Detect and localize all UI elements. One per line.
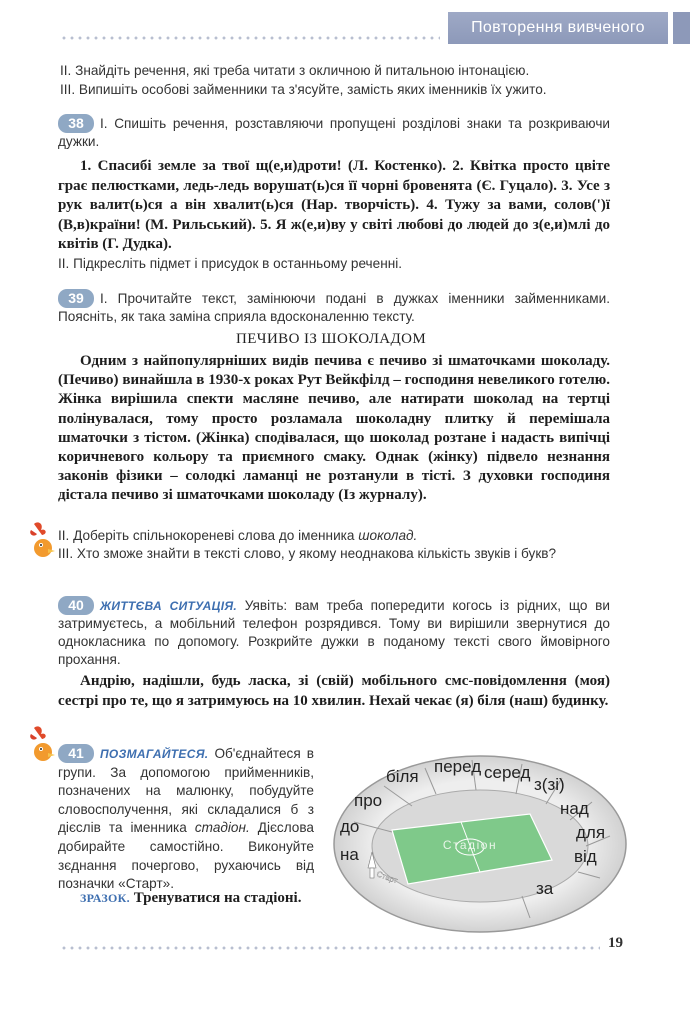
exercise-39-task2: II. Доберіть спільнокореневі слова до іменника шоколад. (58, 528, 418, 543)
exercise-39-instruction: I. Прочитайте текст, замінюючи подані в дужках іменники займенниками. Поясніть, як така заміна сприяла вдосконаленню тексту. (58, 291, 610, 324)
exercise-41-number: 41 (58, 744, 94, 763)
prep-na: на (340, 845, 359, 864)
prep-dlia: для (576, 823, 606, 842)
prep-pered: перед (434, 757, 482, 776)
exercise-41-label: ПОЗМАГАЙТЕСЯ. (100, 747, 209, 761)
prep-do: до (340, 817, 360, 836)
exercise-39-text: Одним з найпопулярніших видів печива є печиво зі шматочками шоколаду. (Печиво) винайшла в 1930-х роках Рут Вейкфілд – господиня невеликого готелю. Жінка вирішила спекти масляне печиво, але натирати шоколад на тертці полінувалася, тому просто розламала шоколадну плитку й перемішала шматочки з тістом. (Жінка) сподівалася, що шоколад розтане і надасть випічці коричневого кольору та приємного смаку. Однак (жінку) підвело незнання законів фізики – солодкі ламанці не розтанули в тісті. З духовки господиня дістала печиво зі шматочками шоколаду (Із журналу). (58, 353, 610, 504)
exercise-39-task (58, 289, 610, 326)
prep-za: за (536, 879, 554, 898)
page-number: 19 (608, 935, 623, 951)
exercise-40-task (58, 596, 610, 669)
exercise-39-task3: III. Хто зможе знайти в тексті слово, у якому неоднакова кількість звуків і букв? (58, 546, 557, 561)
exercise-38-instruction: I. Спишіть речення, розставляючи пропущені розділові знаки та розкриваючи дужки. (58, 116, 610, 149)
exercise-39-number: 39 (58, 289, 94, 308)
intro-task-3: III. Випишіть особові займенники та з'ясуйте, замість яких іменників їх ужито. (60, 82, 547, 97)
exercise-40-number: 40 (58, 596, 94, 615)
sample-label: ЗРАЗОК. (80, 891, 130, 905)
start-label: Старт (375, 869, 399, 886)
dotted-rule-bottom (60, 946, 600, 950)
stadium-center-label: Стадіон (442, 838, 498, 852)
exercise-40-text: Андрію, надішли, будь ласка, зі (свій) мобільного смс-повідомлення (моя) сестрі про те, що я затримуюсь на 10 хвилин. Нехай чекає (я) біля (наш) будинку. (58, 673, 610, 709)
exercise-40-label: ЖИТТЄВА СИТУАЦІЯ. (100, 599, 238, 613)
mascot-icon-2 (28, 724, 56, 764)
exercise-41-task: 41 ПОЗМАГАЙТЕСЯ. Об'єднайтеся в групи. За допомогою прийменників, позначених на малюнку, побудуйте словосполучення, які складалися б з дієслів та іменника стадіон. Дієслова добирайте самостійно. Виконуйте зєднання почергово, рухаючись від позначки «Старт». (58, 745, 314, 892)
header-tab-marker (673, 12, 690, 44)
exercise-38-task2: II. Підкресліть підмет і присудок в останньому реченні. (58, 256, 403, 271)
prep-pro: про (354, 791, 383, 810)
sample-text: Тренуватися на стадіоні. (133, 890, 302, 906)
prep-z-zi: з(зі) (534, 775, 565, 794)
prep-sered: серед (484, 763, 531, 782)
prep-vid: від (574, 847, 597, 866)
exercise-38-task (58, 114, 610, 151)
exercise-38-text: 1. Спасибі земле за твої щ(е,и)дроти! (Л. Костенко). 2. Квітка просто цвіте грає пелюстками, ледь-ледь ворушат(ь)ся її чорні бровенята (Є. Гуцало). 3. Усе з рук валит(ь)ся а він хвалит(ь)ся (Нар. творчість). 4. Тужу за вами, солов(')ї (В,в)країни! (М. Рильський). 5. Я ж(е,и)ву у світі любові до людей до з(е,и)млі до квітів (Г. Дудка). (58, 158, 610, 252)
prep-bilia: біля (386, 767, 419, 786)
intro-task-2: II. Знайдіть речення, які треба читати з окличною й питальною інтонацією. (60, 63, 530, 78)
keyword-chocolate: шоколад. (358, 528, 418, 543)
dotted-rule-top (60, 36, 440, 40)
prep-nad: над (560, 799, 589, 818)
keyword-stadium: стадіон. (194, 820, 250, 836)
section-header: Повторення вивченого (448, 12, 668, 44)
stadium-illustration (330, 748, 630, 938)
exercise-38-number: 38 (58, 114, 94, 133)
exercise-41-sample (58, 889, 314, 909)
text-title: ПЕЧИВО ІЗ ШОКОЛАДОМ (236, 331, 427, 347)
mascot-icon (28, 520, 56, 560)
exercise-40-instruction: Уявіть: вам треба попередити когось із рідних, що ви затримуєтесь, а мобільний телефон розрядився. Тому ви вирішили звернутися до однокласника по допомогу. Розкрийте дужки в поданому тексті свого ймовірного прохання. (58, 598, 610, 667)
start-arrow-stem (370, 868, 374, 878)
